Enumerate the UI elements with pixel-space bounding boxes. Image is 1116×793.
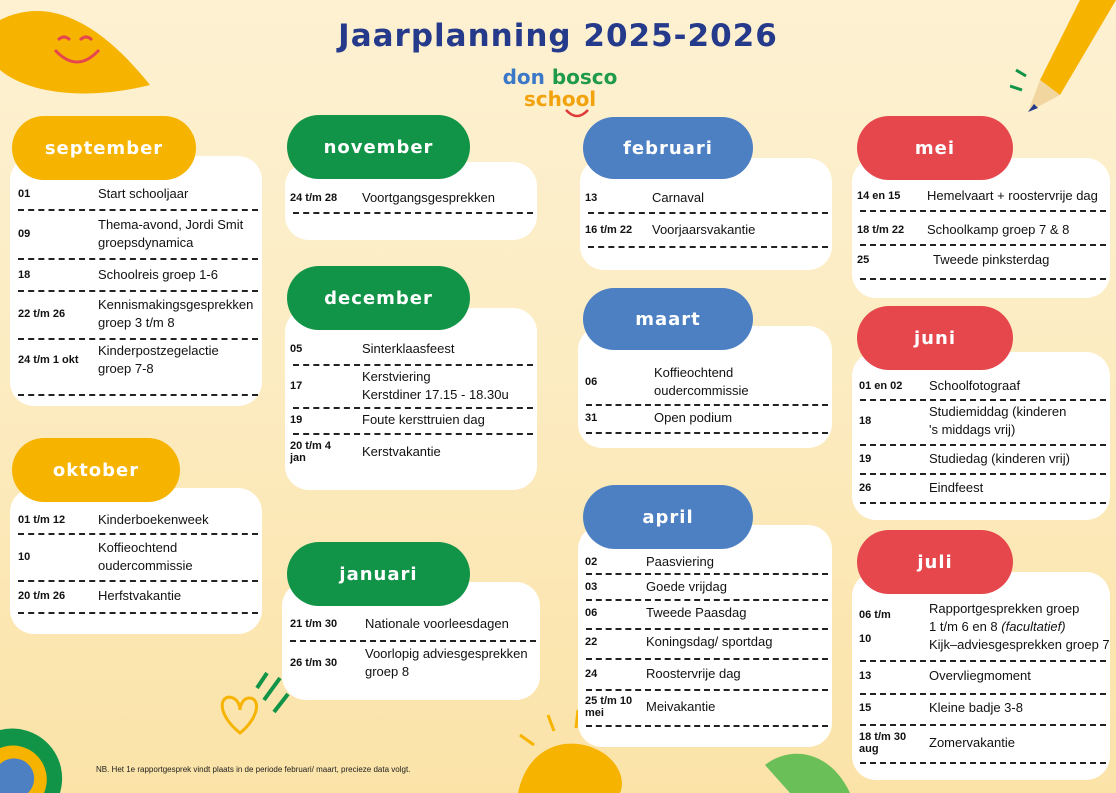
april-card [578, 525, 832, 747]
december-card [285, 308, 537, 490]
list-item: 31 Open podium [585, 410, 733, 425]
list-item: 21 t/m 30 Nationale voorleesdagen [290, 616, 509, 631]
list-item: 05 Sinterklaasfeest [290, 341, 455, 356]
month-header-juli: juli [857, 530, 1013, 594]
list-item: 01 t/m 12 Kinderboekenweek [18, 512, 209, 527]
list-item: 10 Koffieochtend oudercommissie [18, 540, 193, 573]
list-item: 17 Kerstviering Kerstdiner 17.15 - 18.30u [290, 369, 509, 402]
page-title: Jaarplanning 2025-2026 [338, 18, 778, 54]
list-item: 13 Carnaval [585, 190, 705, 205]
green-leaf-decoration [760, 745, 850, 793]
list-item: 15 Kleine badje 3-8 [859, 700, 1023, 715]
list-item: 18 Studiemiddag (kinderen 's middags vrij) [859, 404, 1067, 437]
footer-note: NB. Het 1e rapportgesprek vindt plaats in de periode februari/ maart, precieze data volgt. [96, 765, 411, 774]
list-item: 18 t/m 22 Schoolkamp groep 7 & 8 [857, 222, 1070, 237]
list-item: 19 Foute kersttruien dag [290, 412, 485, 427]
list-item: 18 Schoolreis groep 1-6 [18, 267, 218, 282]
list-item: 22 t/m 26 Kennismakingsgesprekken groep 3 t/m 8 [18, 297, 254, 330]
list-item: 03 Goede vrijdag [585, 579, 727, 594]
list-item: 22 Koningsdag/ sportdag [585, 634, 773, 649]
month-header-mei: mei [857, 116, 1013, 180]
list-item: 02 Paasviering [585, 554, 714, 569]
list-item: 26 t/m 30 Voorlopig adviesgesprekken groep 8 [290, 646, 528, 679]
list-item: 06 t/m 10 Rapportgesprekken groep 1 t/m 6 en 8 (facultatief) Kijk–adviesgesprekken groep 7 [859, 601, 1110, 652]
month-header-september: september [12, 116, 196, 180]
list-item: 20 t/m 4 jan Kerstvakantie [290, 440, 441, 464]
list-item: 06 Koffieochtend oudercommissie [585, 365, 749, 398]
list-item: 18 t/m 30 aug Zomervakantie [859, 731, 1015, 755]
list-item: 01 en 02 Schoolfotograaf [859, 378, 1021, 393]
month-header-november: november [287, 115, 470, 179]
list-item: 24 t/m 1 okt Kinderpostzegelactie groep 7-8 [18, 343, 219, 376]
list-item: 24 Roostervrije dag [585, 666, 741, 681]
list-item: 26 Eindfeest [859, 480, 984, 495]
oktober-card [10, 488, 262, 634]
list-item: 20 t/m 26 Herfstvakantie [18, 588, 182, 603]
list-item: 19 Studiedag (kinderen vrij) [859, 451, 1070, 466]
list-item: 16 t/m 22 Voorjaarsvakantie [585, 222, 756, 237]
rainbow-decoration [0, 690, 80, 793]
logo-smile-icon [564, 108, 590, 120]
month-header-oktober: oktober [12, 438, 180, 502]
month-header-januari: januari [287, 542, 470, 606]
september-card [10, 156, 262, 406]
list-item: 06 Tweede Paasdag [585, 605, 747, 620]
list-item: 24 t/m 28 Voortgangsgesprekken [290, 190, 495, 205]
month-header-december: december [287, 266, 470, 330]
month-header-april: april [583, 485, 753, 549]
list-item: 13 Overvliegmoment [859, 668, 1031, 683]
list-item: 14 en 15 Hemelvaart + roostervrije dag [857, 188, 1098, 203]
list-item: 25 t/m 10 mei Meivakantie [585, 695, 716, 719]
juni-card [852, 352, 1110, 520]
month-header-februari: februari [583, 117, 753, 179]
month-header-maart: maart [583, 288, 753, 350]
school-logo: don bosco school [502, 65, 618, 111]
month-header-juni: juni [857, 306, 1013, 370]
list-item: 01 Start schooljaar [18, 186, 189, 201]
list-item: 09 Thema-avond, Jordi Smit groepsdynamica [18, 217, 244, 250]
juli-card [852, 572, 1110, 780]
list-item: 25 Tweede pinksterdag [857, 252, 1050, 267]
